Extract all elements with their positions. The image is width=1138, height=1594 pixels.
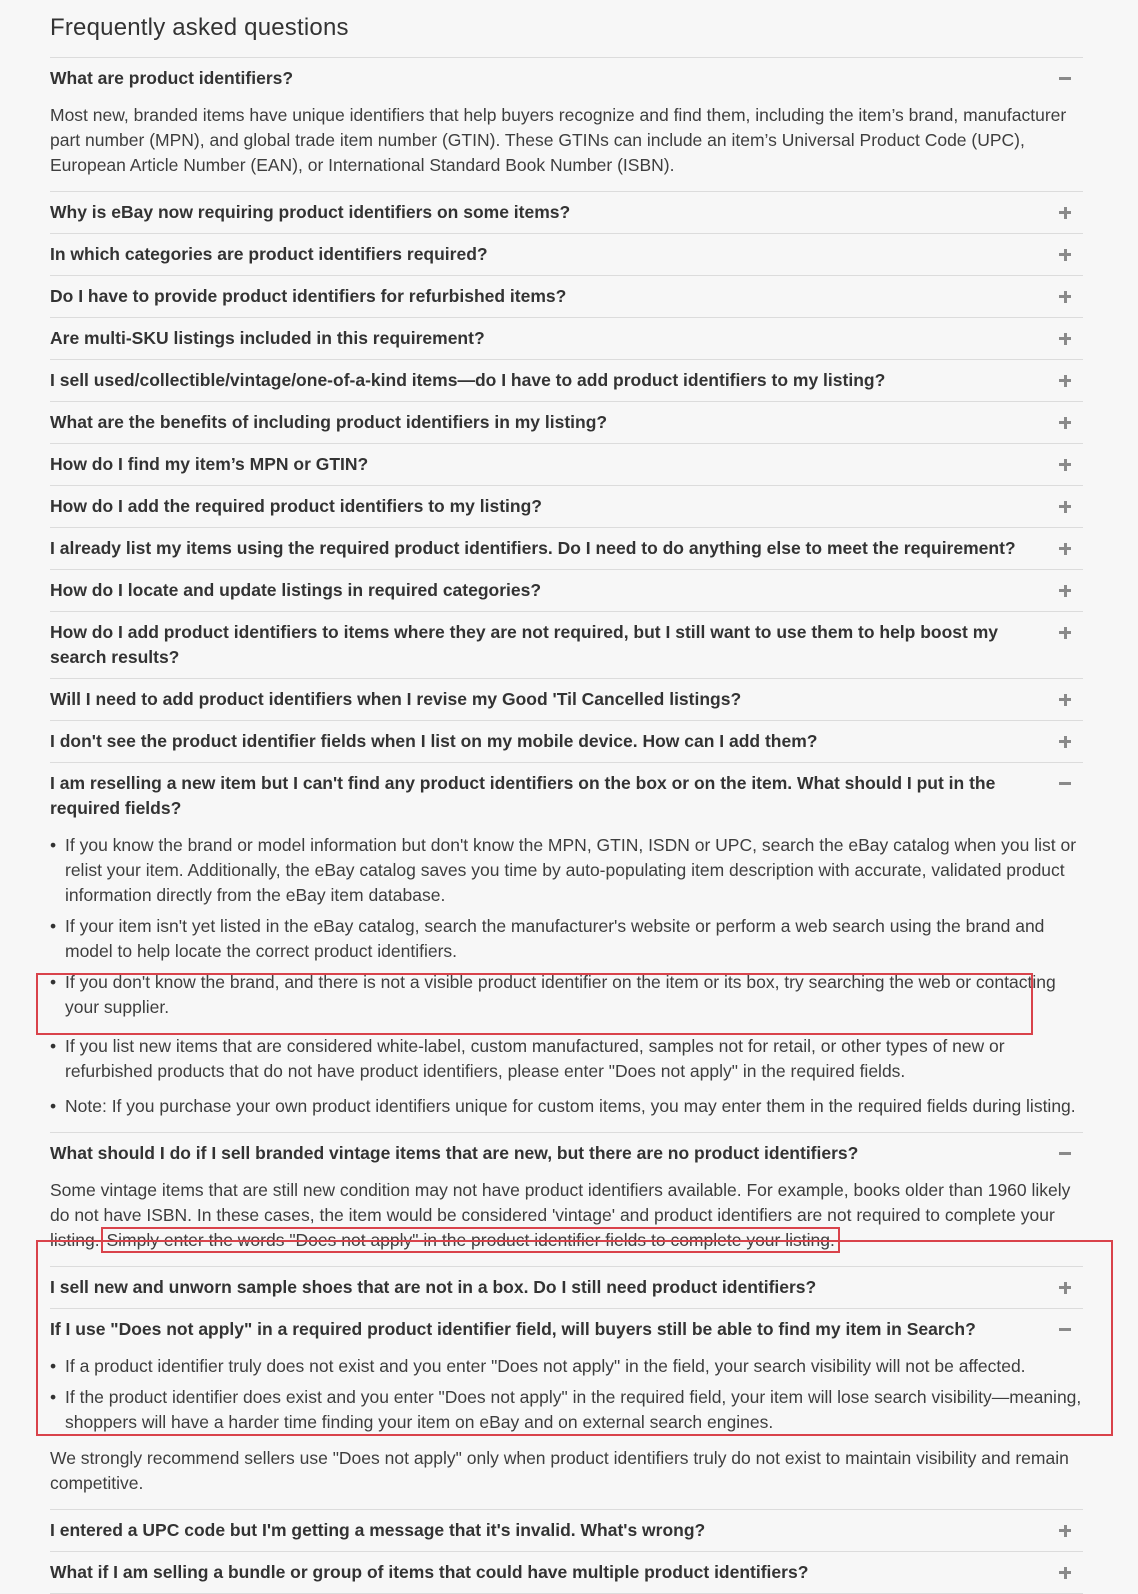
plus-icon[interactable]	[1058, 369, 1072, 391]
answer-text-highlighted: Simply enter the words "Does not apply" in the product identifier fields to complete your listing.	[106, 1230, 835, 1250]
faq-item	[50, 402, 1083, 444]
faq-question[interactable]	[50, 721, 1083, 762]
faq-question-text: Will I need to add product identifiers when I revise my Good 'Til Cancelled listings?	[50, 689, 742, 709]
faq-question[interactable]	[50, 234, 1083, 275]
faq-question-text: Do I have to provide product identifiers for refurbished items?	[50, 286, 567, 306]
plus-icon[interactable]	[1058, 285, 1072, 307]
plus-icon[interactable]	[1058, 1519, 1072, 1541]
faq-question-text: How do I add product identifiers to items where they are not required, but I still want to use them to help boost my search results?	[50, 622, 999, 667]
plus-icon[interactable]	[1058, 621, 1072, 643]
faq-item	[50, 721, 1083, 763]
minus-icon[interactable]	[1058, 772, 1072, 794]
faq-list	[50, 57, 1083, 1594]
faq-question[interactable]	[50, 1267, 1083, 1308]
faq-question-text: What are the benefits of including product identifiers in my listing?	[50, 412, 608, 432]
faq-item	[50, 528, 1083, 570]
faq-item	[50, 276, 1083, 318]
answer-paragraph: Most new, branded items have unique identifiers that help buyers recognize and find them, including the item’s brand, manufacturer part number (MPN), and global trade item number (GTIN). These GTINs can include an item’s Universal Product Code (UPC), European Article Number (EAN), or International Standard Book Number (ISBN).	[50, 105, 1067, 175]
faq-answer	[50, 829, 1083, 1132]
faq-answer	[50, 1174, 1083, 1266]
faq-question[interactable]	[50, 528, 1083, 569]
answer-bullet: • If a product identifier truly does not exist and you enter "Does not apply" in the field, your search visibility will not be affected.	[50, 1354, 1083, 1379]
minus-icon[interactable]	[1058, 1318, 1072, 1340]
answer-bullet: • Note: If you purchase your own product identifiers unique for custom items, you may enter them in the required fields during listing.	[50, 1094, 1083, 1119]
faq-question[interactable]	[50, 1552, 1083, 1593]
faq-item	[50, 58, 1083, 192]
faq-item	[50, 612, 1083, 679]
faq-item	[50, 318, 1083, 360]
faq-question-text: Are multi-SKU listings included in this requirement?	[50, 328, 485, 348]
faq-question-text: Why is eBay now requiring product identifiers on some items?	[50, 202, 571, 222]
plus-icon[interactable]	[1058, 688, 1072, 710]
faq-question-text: I am reselling a new item but I can't find any product identifiers on the box or on the item. What should I put in the required fields?	[50, 773, 996, 818]
answer-bullet: • If your item isn't yet listed in the eBay catalog, search the manufacturer's website or perform a web search using the brand and model to help locate the correct product identifiers.	[50, 914, 1083, 964]
faq-question-text: What should I do if I sell branded vintage items that are new, but there are no product identifiers?	[50, 1143, 859, 1163]
plus-icon[interactable]	[1058, 327, 1072, 349]
faq-item	[50, 234, 1083, 276]
answer-bullet: • If the product identifier does exist and you enter "Does not apply" in the required field, your item will lose search visibility—meaning, shoppers will have a harder time finding your item on eBay and on external search engines.	[50, 1385, 1083, 1435]
faq-question[interactable]	[50, 612, 1083, 678]
faq-question-text: I entered a UPC code but I'm getting a message that it's invalid. What's wrong?	[50, 1520, 706, 1540]
plus-icon[interactable]	[1058, 201, 1072, 223]
answer-bullet: • If you don't know the brand, and there is not a visible product identifier on the item or its box, try searching the web or contacting your supplier.	[50, 970, 1083, 1020]
faq-item	[50, 192, 1083, 234]
faq-question[interactable]	[50, 192, 1083, 233]
answer-bullet-list	[50, 833, 1083, 1119]
faq-question-text: What are product identifiers?	[50, 68, 294, 88]
faq-question-text: In which categories are product identifiers required?	[50, 244, 488, 264]
faq-question[interactable]	[50, 679, 1083, 720]
plus-icon[interactable]	[1058, 411, 1072, 433]
faq-question-text: I already list my items using the required product identifiers. Do I need to do anything else to meet the requirement?	[50, 538, 1016, 558]
faq-item	[50, 763, 1083, 1133]
answer-bullet: • If you know the brand or model information but don't know the MPN, GTIN, ISDN or UPC, search the eBay catalog when you list or relist your item. Additionally, the eBay catalog saves you time by auto-populating item description with accurate, validated product information directly from the eBay item database.	[50, 833, 1083, 908]
faq-question-text: If I use "Does not apply" in a required product identifier field, will buyers still be able to find my item in Search?	[50, 1319, 976, 1339]
faq-item	[50, 1309, 1083, 1510]
faq-item	[50, 1133, 1083, 1267]
faq-question[interactable]	[50, 444, 1083, 485]
faq-item	[50, 1510, 1083, 1552]
plus-icon[interactable]	[1058, 537, 1072, 559]
faq-question[interactable]	[50, 486, 1083, 527]
answer-paragraph: We strongly recommend sellers use "Does not apply" only when product identifiers truly do not exist to maintain visibility and remain competitive.	[50, 1448, 1069, 1493]
answer-bullet-list	[50, 1354, 1083, 1435]
minus-icon[interactable]	[1058, 1142, 1072, 1164]
faq-question-text: I sell new and unworn sample shoes that are not in a box. Do I still need product identifiers?	[50, 1277, 817, 1297]
faq-question-text: How do I add the required product identifiers to my listing?	[50, 496, 542, 516]
faq-question-text: How do I find my item’s MPN or GTIN?	[50, 454, 369, 474]
faq-item	[50, 1267, 1083, 1309]
plus-icon[interactable]	[1058, 243, 1072, 265]
faq-answer	[50, 1350, 1083, 1509]
faq-item	[50, 486, 1083, 528]
plus-icon[interactable]	[1058, 495, 1072, 517]
faq-item	[50, 444, 1083, 486]
plus-icon[interactable]	[1058, 453, 1072, 475]
plus-icon[interactable]	[1058, 1276, 1072, 1298]
page-title: Frequently asked questions	[50, 14, 349, 41]
answer-paragraph	[50, 1178, 1083, 1253]
faq-question[interactable]	[50, 276, 1083, 317]
faq-question[interactable]	[50, 360, 1083, 401]
faq-question-text: I don't see the product identifier fields when I list on my mobile device. How can I add them?	[50, 731, 818, 751]
faq-item	[50, 360, 1083, 402]
faq-question-text: I sell used/collectible/vintage/one-of-a-kind items—do I have to add product identifiers to my listing?	[50, 370, 886, 390]
faq-question-text: How do I locate and update listings in required categories?	[50, 580, 542, 600]
minus-icon[interactable]	[1058, 67, 1072, 89]
faq-item	[50, 1552, 1083, 1594]
faq-question[interactable]	[50, 763, 1083, 829]
faq-question[interactable]	[50, 570, 1083, 611]
plus-icon[interactable]	[1058, 730, 1072, 752]
faq-question[interactable]	[50, 1133, 1083, 1174]
faq-question[interactable]	[50, 318, 1083, 359]
answer-text: Some vintage items that are still new condition may not have product identifiers available. For example, books older than 1960 likely do not have ISBN. In these cases, the item would be considered 'vintage' and product identifiers are not required to complete your listing.	[50, 1180, 1071, 1250]
faq-answer	[50, 99, 1083, 191]
faq-question[interactable]	[50, 1510, 1083, 1551]
faq-question-text: What if I am selling a bundle or group of items that could have multiple product identifiers?	[50, 1562, 809, 1582]
answer-bullet-highlighted: • If you list new items that are considered white-label, custom manufactured, samples not for retail, or other types of new or refurbished products that do not have product identifiers, please enter "Does not apply" in the required fields.	[50, 1034, 1083, 1084]
faq-question[interactable]	[50, 1309, 1083, 1350]
plus-icon[interactable]	[1058, 579, 1072, 601]
faq-item	[50, 570, 1083, 612]
faq-question[interactable]	[50, 402, 1083, 443]
faq-question[interactable]	[50, 58, 1083, 99]
plus-icon[interactable]	[1058, 1561, 1072, 1583]
faq-item	[50, 679, 1083, 721]
